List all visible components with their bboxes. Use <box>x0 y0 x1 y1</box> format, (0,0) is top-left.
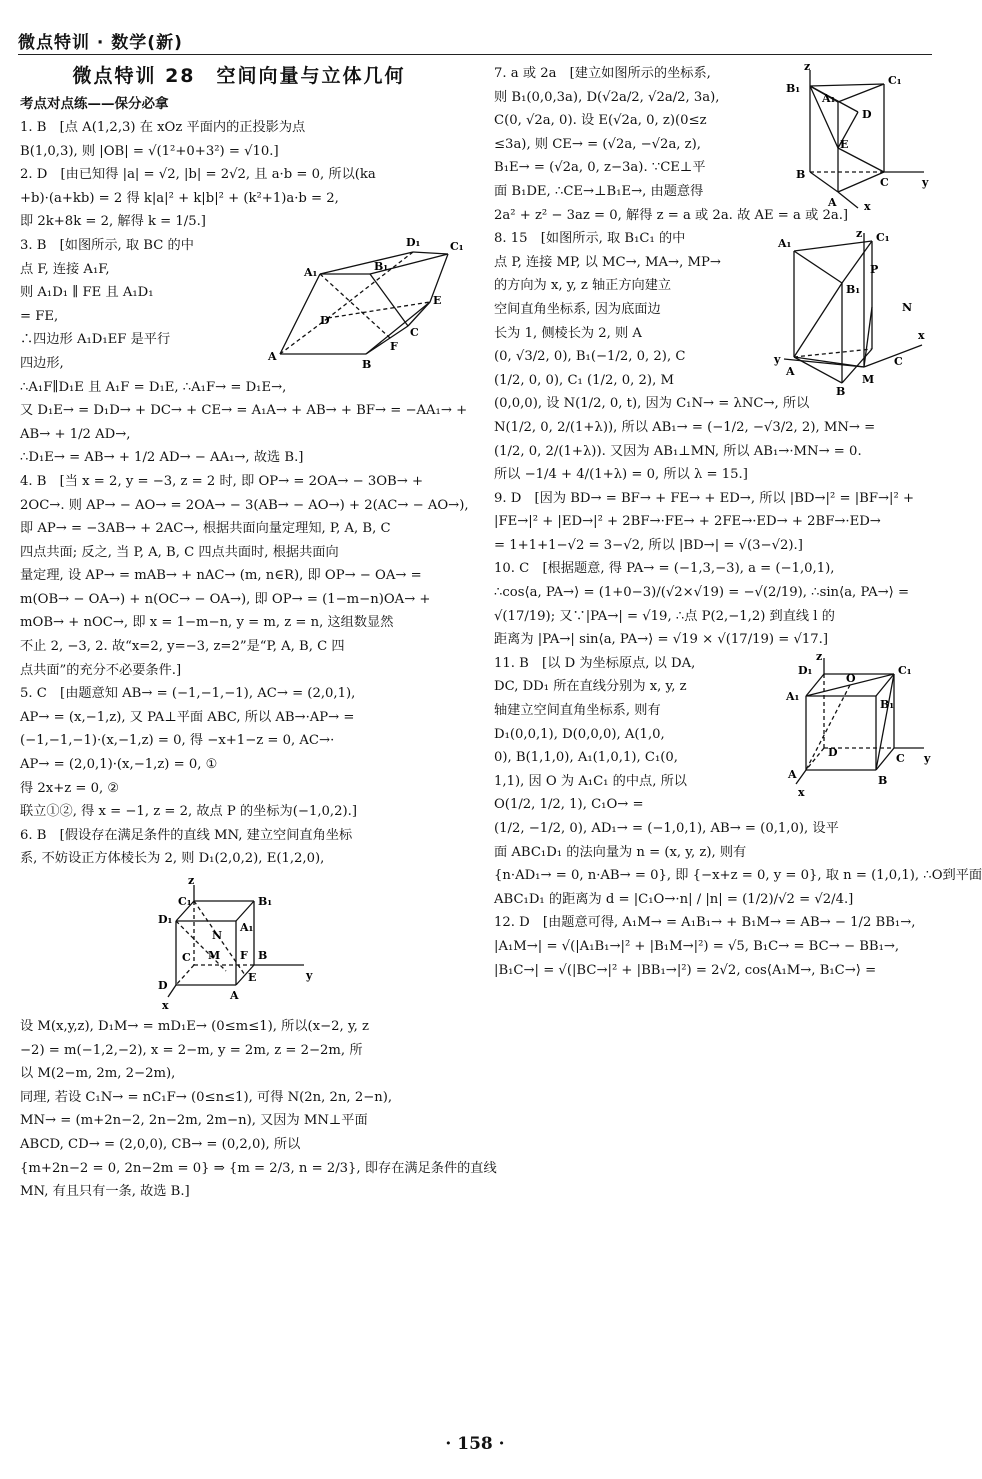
text-line: 则 B₁(0,0,3a), D(√2a/2, √2a/2, 3a), <box>494 89 720 105</box>
answer-1 <box>20 116 458 163</box>
label: B₁ <box>786 82 801 95</box>
label: D <box>320 313 330 327</box>
label: P <box>870 263 879 277</box>
label: B₁ <box>258 895 273 908</box>
label: D <box>862 108 872 121</box>
label: y <box>924 751 931 765</box>
answer-4 <box>20 470 469 682</box>
text-line: 点 F, 连接 A₁F, <box>20 261 110 277</box>
text-line: AB→ + 1/2 AD→, <box>20 426 131 442</box>
label: x <box>798 785 805 799</box>
text-line: mOB→ + nOC→, 即 x = 1−m−n, y = m, z = n, 这组数显然 <box>20 615 394 631</box>
label: x <box>864 200 871 213</box>
text-line: 轴建立空间直角坐标系, 则有 <box>494 703 661 719</box>
label: A₁ <box>822 92 836 105</box>
answer-8 <box>494 227 932 487</box>
text-line: 面 ABC₁D₁ 的法向量为 n = (x, y, z), 则有 <box>494 844 747 860</box>
text-line: 四边形, <box>20 355 64 371</box>
text-line: 9. D [因为 BD→ = BF→ + FE→ + ED→, 所以 |BD→|² = |BF→|² + <box>494 490 915 506</box>
text-line: D₁(0,0,1), D(0,0,0), A(1,0, <box>494 726 665 742</box>
label: M <box>208 949 221 962</box>
text-line: |A₁M→| = √(|A₁B₁→|² + |B₁M→|²) = √5, B₁C→ = BC→ − BB₁→, <box>494 938 900 954</box>
text-line: |FE→|² + |ED→|² + 2BF→·FE→ + 2FE→·ED→ + 2BF→·ED→ <box>494 514 881 530</box>
text-line: 6. B [假设存在满足条件的直线 MN, 建立空间直角坐标 <box>20 827 353 843</box>
label: E <box>840 138 849 151</box>
text-line: 5. C [由题意知 AB→ = (−1,−1,−1), AC→ = (2,0,1), <box>20 686 356 702</box>
label: N <box>902 301 913 315</box>
text-line: 空间直角坐标系, 因为底面边 <box>494 301 661 317</box>
text-line: MN→ = (m+2n−2, 2n−2m, 2m−n), 又因为 MN⊥平面 <box>20 1113 368 1129</box>
label: z <box>804 60 811 73</box>
cube-figure-11 <box>784 649 932 802</box>
text-line: 设 M(x,y,z), D₁M→ = mD₁E→ (0≤m≤1), 所以(x−2, y, z <box>20 1019 369 1034</box>
parallelepiped-figure <box>258 234 464 374</box>
text-line: 所以 −1/4 + 4/(1+λ) = 0, 所以 λ = 15.] <box>494 467 748 483</box>
answer-5 <box>20 682 458 824</box>
label: x <box>918 329 925 343</box>
text-line: (1/2, 0, 0), C₁ (1/2, 0, 2), M <box>494 372 674 388</box>
text-line: 2. D [由已知得 |a| = √2, |b| = 2√2, 且 a·b = 0, 所以(ka <box>20 167 376 183</box>
label: y <box>306 969 313 982</box>
label: A <box>788 767 797 781</box>
text-line: −2) = m(−1,2,−2), x = 2−m, y = 2m, z = 2−2m, 所 <box>20 1042 363 1058</box>
label: N <box>212 929 223 942</box>
label: C <box>880 176 889 189</box>
text-line: √(17/19); 又∵|PA→| = √19, ∴点 P(2,−1,2) 到直线 l 的 <box>494 608 835 624</box>
text-line: ∴cos⟨a, PA→⟩ = (1+0−3)/(√2×√19) = −√(2/19), ∴sin⟨a, PA→⟩ = <box>494 585 910 601</box>
label: B₁ <box>880 697 895 711</box>
text-line: = FE, <box>20 308 59 324</box>
label: B <box>362 357 372 371</box>
text-line: N(1/2, 0, 2/(1+λ)), 所以 AB₁→ = (−1/2, −√3/2, 2), MN→ = <box>494 419 876 435</box>
text-line: 点 P, 连接 MP, 以 MC→, MA→, MP→ <box>494 254 721 270</box>
text-line: B(1,0,3), 则 |OB| = √(1²+0+3²) = √10.] <box>20 143 279 159</box>
answer-3 <box>20 234 468 470</box>
label: A <box>230 989 239 1002</box>
label: z <box>856 227 863 241</box>
label: C₁ <box>888 74 902 87</box>
label: C <box>182 951 191 964</box>
label: A <box>828 196 837 209</box>
text-line: 同理, 若设 C₁N→ = nC₁F→ (0≤n≤1), 可得 N(2n, 2n, 2−n), <box>20 1089 393 1105</box>
text-line: 面 B₁DE, ∴CE→⊥B₁E→, 由题意得 <box>494 183 704 199</box>
text-line: (0, √3/2, 0), B₁(−1/2, 0, 2), C <box>494 349 686 365</box>
label: C <box>896 751 905 765</box>
text-line: 1,1), 因 O 为 A₁C₁ 的中点, 所以 <box>494 773 687 789</box>
text-line: 即 2k+8k = 2, 解得 k = 1/5.] <box>20 214 206 230</box>
text-line: 量定理, 设 AP→ = mAB→ + nAC→ (m, n∈R), 即 OP→ − OA→ = <box>20 568 422 584</box>
text-line: ≤3a), 则 CE→ = (√2a, −√2a, z), <box>494 136 701 152</box>
text-line: ∴A₁F∥D₁E 且 A₁F = D₁E, ∴A₁F→ = D₁E→, <box>20 379 287 395</box>
text-line: 2a² + z² − 3az = 0, 解得 z = a 或 2a. 故 AE = a 或 2a.] <box>494 207 849 223</box>
label: D <box>158 979 168 992</box>
label: A <box>786 365 795 379</box>
label: A₁ <box>304 265 318 279</box>
answer-2 <box>20 163 458 234</box>
label: D₁ <box>798 663 813 677</box>
label: B <box>836 385 846 399</box>
text-line: (−1,−1,−1)·(x,−1,z) = 0, 得 −x+1−z = 0, AC→· <box>20 733 335 749</box>
label: D₁ <box>158 913 173 926</box>
text-line: 0), B(1,1,0), A₁(1,0,1), C₁(0, <box>494 750 678 766</box>
label: B₁ <box>374 259 389 273</box>
prism-figure-8 <box>772 227 932 397</box>
label: y <box>774 353 781 367</box>
text-line: ∴D₁E→ = AB→ + 1/2 AD→ − AA₁→, 故选 B.] <box>20 450 304 466</box>
answer-9 <box>494 487 932 558</box>
label: x <box>162 999 169 1012</box>
text-line: 的方向为 x, y, z 轴正方向建立 <box>494 278 672 294</box>
answer-7 <box>494 62 932 227</box>
label: C₁ <box>898 663 912 677</box>
text-line: C(0, √2a, 0). 设 E(√2a, 0, z)(0≤z <box>494 113 707 129</box>
text-line: MN, 有且只有一条, 故选 B.] <box>20 1184 190 1200</box>
text-line: AP→ = (2,0,1)·(x,−1,z) = 0, ① <box>20 757 218 773</box>
left-column <box>20 62 497 1204</box>
label: B <box>796 168 806 181</box>
text-line: = 1+1+1−√2 = 3−√2, 所以 |BD→| = √(3−√2).] <box>494 537 803 553</box>
text-line: {m+2n−2 = 0, 2n−2m = 0} ⇒ {m = 2/3, n = 2/3}, 即存在满足条件的直线 <box>20 1160 497 1176</box>
text-line: 2OC→. 则 AP→ − AO→ = 2OA→ − 3(AB→ − AO→) + 2(AC→ − AO→), <box>20 497 469 513</box>
text-line: 距离为 |PA→| sin⟨a, PA→⟩ = √19 × √(17/19) = √17.] <box>494 632 829 648</box>
text-line: 1. B [点 A(1,2,3) 在 xOz 平面内的正投影为点 <box>20 120 306 135</box>
answer-10 <box>494 557 932 651</box>
text-line: 即 AP→ = −3AB→ + 2AC→, 根据共面向量定理知, P, A, B, C <box>20 521 391 537</box>
label: C <box>894 355 903 369</box>
label: D₁ <box>406 235 421 249</box>
text-line: ABCD, CD→ = (2,0,0), CB→ = (0,2,0), 所以 <box>20 1136 301 1152</box>
text-line: 则 A₁D₁ ∥ FE 且 A₁D₁ <box>20 285 154 301</box>
text-line: 联立①②, 得 x = −1, z = 2, 故点 P 的坐标为(−1,0,2).] <box>20 804 357 820</box>
text-line: 系, 不妨设正方体棱长为 2, 则 D₁(2,0,2), E(1,2,0), <box>20 851 325 867</box>
text-line: 点共面”的充分不必要条件.] <box>20 662 182 678</box>
label: A₁ <box>778 237 792 251</box>
text-line: AP→ = (x,−1,z), 又 PA⊥平面 ABC, 所以 AB→·AP→ = <box>20 709 355 725</box>
label: z <box>188 874 195 887</box>
section-heading: 考点对点练——保分必拿 <box>20 96 169 112</box>
label: M <box>862 373 875 387</box>
label: F <box>240 949 248 962</box>
text-line: 不止 2, −3, 2. 故“x=2, y=−3, z=2”是“P, A, B, C 四 <box>20 639 345 655</box>
text-line: (1/2, 0, 2/(1+λ)). 又因为 AB₁⊥MN, 所以 AB₁→·MN→ = 0. <box>494 443 862 459</box>
text-line: 4. B [当 x = 2, y = −3, z = 2 时, 即 OP→ = 2OA→ − 3OB→ + <box>20 473 424 489</box>
text-line: 四点共面; 反之, 当 P, A, B, C 四点共面时, 根据共面向 <box>20 544 339 560</box>
answer-11 <box>494 649 982 912</box>
text-line: ∴四边形 A₁D₁EF 是平行 <box>20 332 171 348</box>
text-line: 又 D₁E→ = D₁D→ + DC→ + CE→ = A₁A→ + AB→ + BF→ = −AA₁→ + <box>20 403 468 419</box>
label: C₁ <box>876 231 890 245</box>
text-line: DC, DD₁ 所在直线分别为 x, y, z <box>494 679 687 695</box>
text-line: {n·AD₁→ = 0, n·AB→ = 0}, 即 {−x+z = 0, y = 0}, 取 n = (1,0,1), ∴O到平面 <box>494 868 982 884</box>
label: C₁ <box>178 895 192 908</box>
label: A₁ <box>240 921 254 934</box>
label: E <box>433 293 442 307</box>
text-line: B₁E→ = (√2a, 0, z−3a). ∵CE⊥平 <box>494 160 706 176</box>
label: B₁ <box>846 283 861 297</box>
right-column <box>494 60 982 982</box>
label: A <box>268 349 277 363</box>
cube-figure <box>154 875 324 1011</box>
label: F <box>390 339 398 353</box>
label: z <box>816 649 823 663</box>
text-line: ABC₁D₁ 的距离为 d = |C₁O→·n| / |n| = (1/2)/√2 = √2/4.] <box>494 891 854 907</box>
label: y <box>922 176 929 189</box>
text-line: 10. C [根据题意, 得 PA→ = (−1,3,−3), a = (−1,0,1), <box>494 561 835 577</box>
text-line: +b)·(a+kb) = 2 得 k|a|² + k|b|² + (k²+1)a·b = 2, <box>20 190 339 206</box>
running-title: 微点特训 · 数学(新) <box>18 33 183 53</box>
label: D <box>828 745 838 759</box>
page-title: 微点特训 28 空间向量与立体几何 <box>72 65 406 87</box>
prism-figure-7 <box>784 62 932 212</box>
label: C₁ <box>450 239 464 253</box>
label: C <box>410 325 419 339</box>
text-line: 3. B [如图所示, 取 BC 的中 <box>20 237 194 253</box>
label: B <box>258 949 268 962</box>
answer-12 <box>494 911 932 982</box>
label: B <box>878 773 888 787</box>
text-line: (0,0,0), 设 N(1/2, 0, t), 因为 C₁N→ = λNC→, 所以 <box>494 396 810 412</box>
label: O <box>846 671 856 685</box>
text-line: |B₁C→| = √(|BC→|² + |BB₁→|²) = 2√2, cos⟨A₁M→, B₁C→⟩ = <box>494 962 877 978</box>
text-line: 7. a 或 2a [建立如图所示的坐标系, <box>494 66 711 81</box>
text-line: 11. B [以 D 为坐标原点, 以 DA, <box>494 655 696 671</box>
label: A₁ <box>786 689 800 703</box>
answer-6 <box>20 824 497 1204</box>
page-number: · 158 · <box>445 1434 505 1454</box>
text-line: 得 2x+z = 0, ② <box>20 780 120 796</box>
text-line: 12. D [由题意可得, A₁M→ = A₁B₁→ + B₁M→ = AB→ − 1/2 BB₁→, <box>494 915 916 931</box>
text-line: 长为 1, 侧棱长为 2, 则 A <box>494 325 642 341</box>
text-line: (1/2, −1/2, 0), AD₁→ = (−1,0,1), AB→ = (0,1,0), 设平 <box>494 821 839 836</box>
text-line: 8. 15 [如图所示, 取 B₁C₁ 的中 <box>494 231 686 247</box>
label: E <box>248 971 257 984</box>
text-line: O(1/2, 1/2, 1), C₁O→ = <box>494 797 644 813</box>
running-header <box>18 28 932 55</box>
text-line: m(OB→ − OA→) + n(OC→ − OA→), 即 OP→ = (1−m−n)OA→ + <box>20 591 431 607</box>
text-line: 以 M(2−m, 2m, 2−2m), <box>20 1066 176 1082</box>
